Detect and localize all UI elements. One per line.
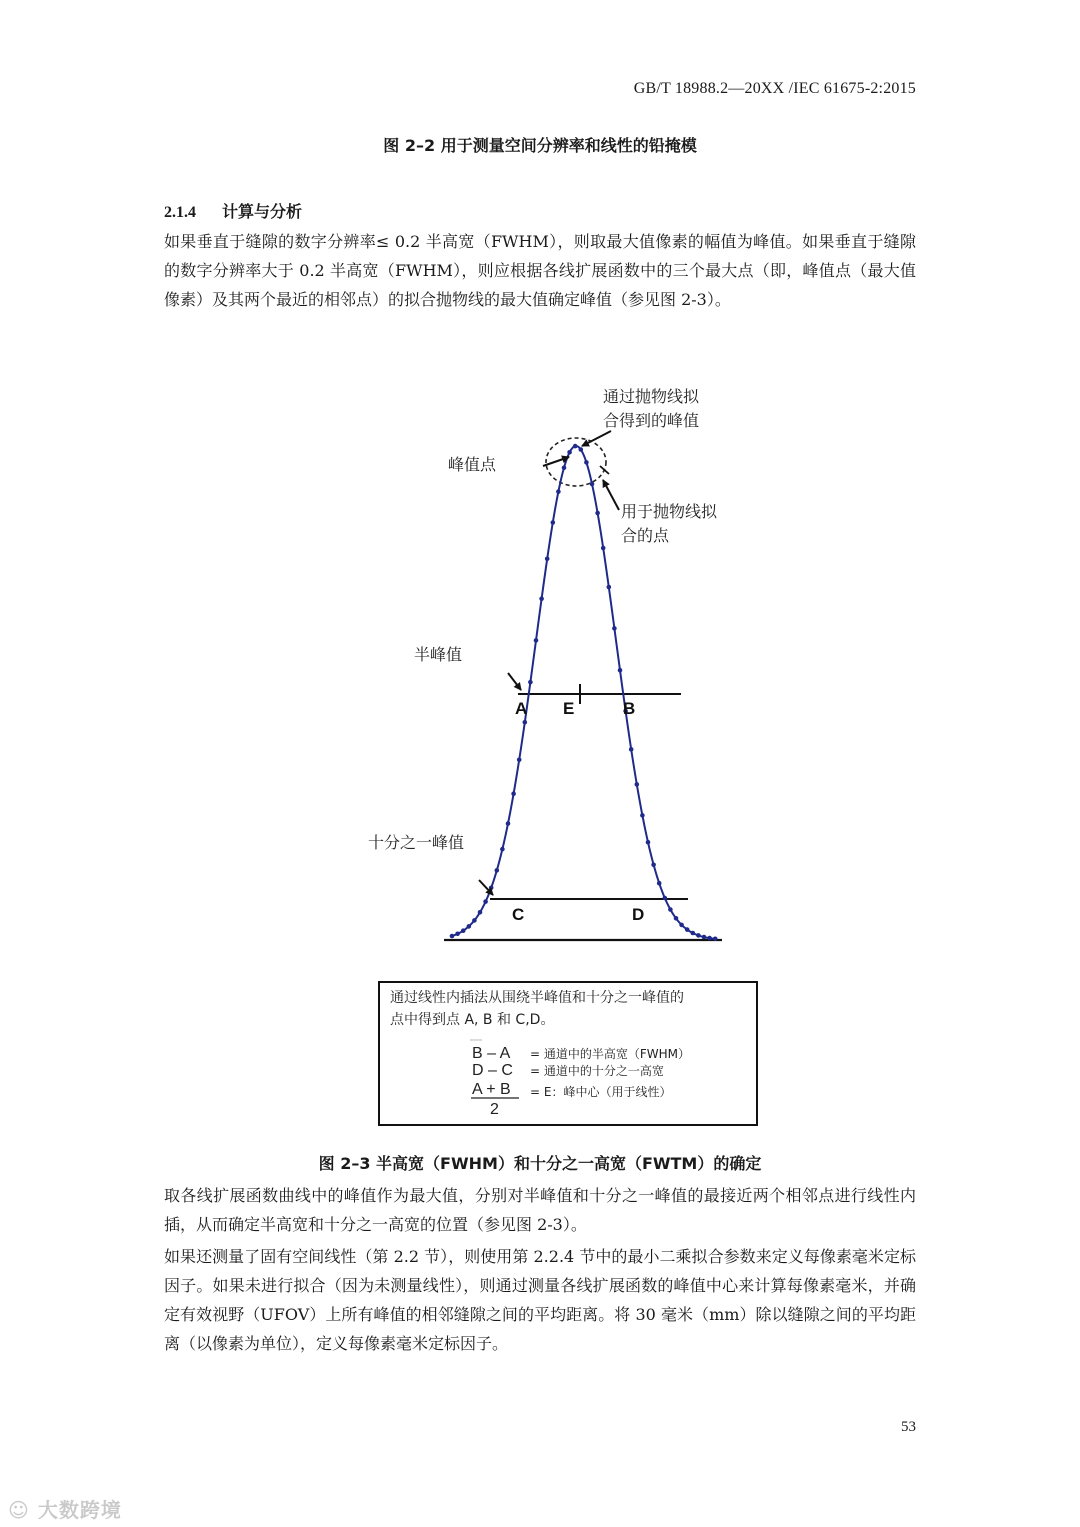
watermark: [8, 1494, 122, 1523]
page-number: 53: [901, 1419, 916, 1435]
sample-point: [534, 638, 539, 643]
sample-point: [663, 896, 668, 901]
formula-center-denominator: 2: [490, 1101, 499, 1118]
fit-points-label-line1: 用于抛物线拟: [621, 502, 718, 521]
paragraph-3: 如果还测量了固有空间线性（第 2.2 节），则使用第 2.2.4 节中的最小二乘拟合参数来定义每像素毫米定标因子。如果未进行拟合（因为未测量线性），则通过测量各线扩展函数的峰值中心来计算每像素毫米，并确定有效视野（UFOV）上所有峰值的相邻缝隙之间的平均距离。将 30 毫米（mm）除以缝隙之间的平均距离（以像素为单位），定义每像素毫米定标因子。: [164, 1247, 916, 1353]
sample-point: [707, 936, 712, 941]
sample-point: [696, 933, 701, 938]
sample-point: [523, 720, 528, 725]
sample-point: [590, 482, 595, 487]
sample-point: [651, 863, 656, 868]
sample-point: [713, 937, 718, 942]
paragraph-2: 取各线扩展函数曲线中的峰值作为最大值，分别对半峰值和十分之一峰值的最接近两个相邻点进行线性内插，从而确定半高宽和十分之一高宽的位置（参见图 2-3）。: [164, 1186, 916, 1234]
document-header: GB/T 18988.2—20XX /IEC 61675-2:2015: [633, 80, 916, 97]
box-text-line2: 点中得到点 A, B 和 C,D。: [390, 1012, 555, 1028]
fit-peak-leader: [600, 466, 609, 474]
formula-fwhm: B – A: [472, 1045, 511, 1062]
fit-peak-label-line1: 通过抛物线拟: [603, 387, 700, 406]
sample-point: [607, 585, 612, 590]
sample-point: [618, 668, 623, 673]
sample-point: [461, 928, 466, 933]
sample-point: [657, 881, 662, 886]
sample-point: [679, 923, 684, 928]
sample-point: [579, 447, 584, 452]
fit-points-label-line2: 合的点: [621, 526, 670, 545]
sample-point: [495, 868, 500, 873]
sample-point: [635, 782, 640, 787]
sample-point: [629, 747, 634, 752]
sample-point: [472, 918, 477, 923]
point-e-label: E: [563, 699, 575, 718]
sample-point: [517, 758, 522, 763]
sample-point: [584, 460, 589, 465]
sample-point: [551, 520, 556, 525]
sample-point: [668, 907, 673, 912]
sample-point: [455, 932, 460, 937]
formula-fwhm-desc: = 通道中的半高宽（FWHM）: [530, 1047, 691, 1061]
point-c-label: C: [512, 905, 525, 924]
formula-center-numerator: A + B: [472, 1081, 511, 1098]
sample-point: [691, 931, 696, 936]
sample-point: [674, 916, 679, 921]
sample-point: [539, 596, 544, 601]
sample-point: [500, 847, 505, 852]
sample-point: [573, 444, 578, 449]
tenth-peak-label: 十分之一峰值: [368, 833, 465, 852]
sample-point: [483, 899, 488, 904]
sample-point: [467, 924, 472, 929]
paragraph-1: 如果垂直于缝隙的数字分辨率≤ 0.2 半高宽（FWHM），则取最大值像素的幅值为峰值。如果垂直于缝隙的数字分辨率大于 0.2 半高宽（FWHM），则应根据各线扩展函数中的三个最大点（即，峰值点（最大值像素）及其两个最近的相邻点）的拟合抛物线的最大值确定峰值（参见图 2-3）。: [164, 232, 916, 309]
sample-point: [545, 557, 550, 562]
sample-point: [450, 934, 455, 939]
peak-point-label: 峰值点: [448, 455, 497, 474]
sample-point: [511, 791, 516, 796]
sample-point: [506, 821, 511, 826]
fit-peak-label-line2: 合得到的峰值: [603, 411, 700, 430]
sample-point: [562, 465, 567, 470]
formula-fwtm: D – C: [472, 1062, 513, 1079]
point-d-label: D: [632, 905, 645, 924]
sample-point: [601, 546, 606, 551]
sample-point: [702, 935, 707, 940]
section-title: 计算与分析: [222, 202, 303, 221]
formula-fwtm-desc: = 通道中的十分之一高宽: [530, 1064, 664, 1078]
point-b-label: B: [623, 699, 636, 718]
sample-point: [556, 489, 561, 494]
sample-point: [528, 680, 533, 685]
watermark-logo-icon: ☺: [8, 1498, 30, 1522]
sample-point: [567, 450, 572, 455]
section-number: 2.1.4: [164, 204, 196, 221]
half-peak-label: 半峰值: [414, 645, 463, 664]
fit-points-arrow: [603, 480, 619, 510]
figure-2-2-caption: 图 2–2 用于测量空间分辨率和线性的铅掩模: [383, 136, 697, 155]
sample-point: [640, 813, 645, 818]
sample-point: [595, 511, 600, 516]
figure-2-3-caption: 图 2–3 半高宽（FWHM）和十分之一高宽（FWTM）的确定: [318, 1154, 762, 1173]
half-peak-arrow: [508, 673, 521, 690]
sample-point: [612, 626, 617, 631]
sample-point: [478, 910, 483, 915]
sample-point: [685, 927, 690, 932]
box-text-line1: 通过线性内插法从围绕半峰值和十分之一峰值的: [390, 990, 684, 1006]
sample-point: [646, 840, 651, 845]
sample-point: [489, 886, 494, 891]
point-a-label: A: [515, 699, 528, 718]
formula-center-desc: = E：峰中心（用于线性）: [530, 1085, 672, 1099]
watermark-text: 大数跨境: [37, 1498, 122, 1522]
